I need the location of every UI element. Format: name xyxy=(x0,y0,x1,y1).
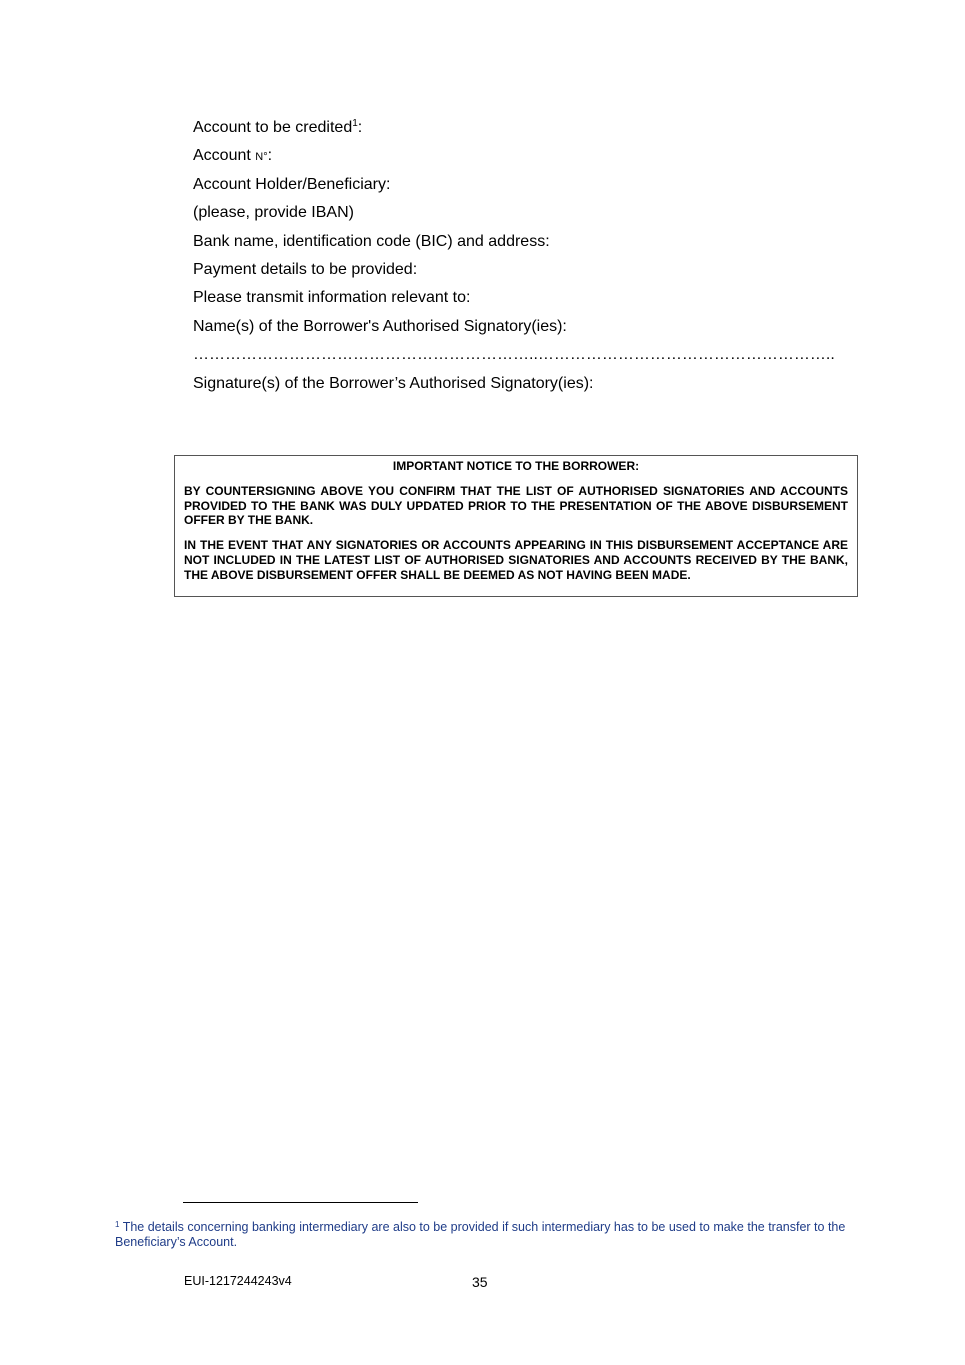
footnote-reference[interactable]: 1 xyxy=(352,118,358,129)
footnote xyxy=(115,1220,860,1250)
page-number: 35 xyxy=(472,1274,488,1290)
payment-details-label: Payment details to be provided: xyxy=(193,260,418,278)
disbursement-form-fields xyxy=(193,114,853,398)
footnote-separator xyxy=(183,1202,418,1203)
transmit-info-label: Please transmit information relevant to: xyxy=(193,289,471,307)
bank-details-label: Bank name, identification code (BIC) and address: xyxy=(193,232,550,250)
important-notice-box xyxy=(174,455,858,597)
account-number-line xyxy=(193,142,853,170)
notice-title: IMPORTANT NOTICE TO THE BORROWER: xyxy=(392,459,640,473)
notice-paragraph-warning: IN THE EVENT THAT ANY SIGNATORIES OR ACCOUNTS APPEARING IN THIS DISBURSEMENT ACCEPTANCE ARE NOT INCLUDED IN THE LATEST LIST OF AUTHORISED SIGNATORIES AND ACCOUNTS RECEIVED BY THE BANK, THE ABOVE DISBURSEMENT OFFER SHALL BE DEEMED AS NOT HAVING BEEN MADE. xyxy=(184,538,848,582)
notice-paragraph-confirm: BY COUNTERSIGNING ABOVE YOU CONFIRM THAT THE LIST OF AUTHORISED SIGNATORIES AND ACCOUNTS PROVIDED TO THE BANK WAS DULY UPDATED PRIOR TO THE PRESENTATION OF THE ABOVE DISBURSEMENT OFFER BY THE BANK. xyxy=(184,483,848,528)
signature-dotted-line: ………………………………………………………..……………………………………………….. xyxy=(193,346,835,364)
account-credited-colon: : xyxy=(357,119,363,136)
signatures-label: Signature(s) of the Borrower’s Authorised Signatory(ies): xyxy=(193,374,594,392)
account-credited-label: Account to be credited xyxy=(193,119,353,136)
footnote-text: The details concerning banking intermediary are also to be provided if such intermediary has to be used to make the transfer to the Beneficiary’s Account. xyxy=(115,1220,846,1249)
iban-note: (please, provide IBAN) xyxy=(193,204,354,222)
account-number-prefix: Account xyxy=(193,147,256,165)
account-credited-line xyxy=(193,114,853,142)
number-symbol: N° xyxy=(255,151,268,164)
signatory-names-label: Name(s) of the Borrower's Authorised Signatory(ies): xyxy=(193,317,567,335)
footnote-marker: 1 xyxy=(115,1220,120,1229)
account-number-colon: : xyxy=(267,147,273,165)
account-holder-label: Account Holder/Beneficiary: xyxy=(193,175,391,193)
document-reference: EUI-1217244243v4 xyxy=(184,1274,292,1288)
